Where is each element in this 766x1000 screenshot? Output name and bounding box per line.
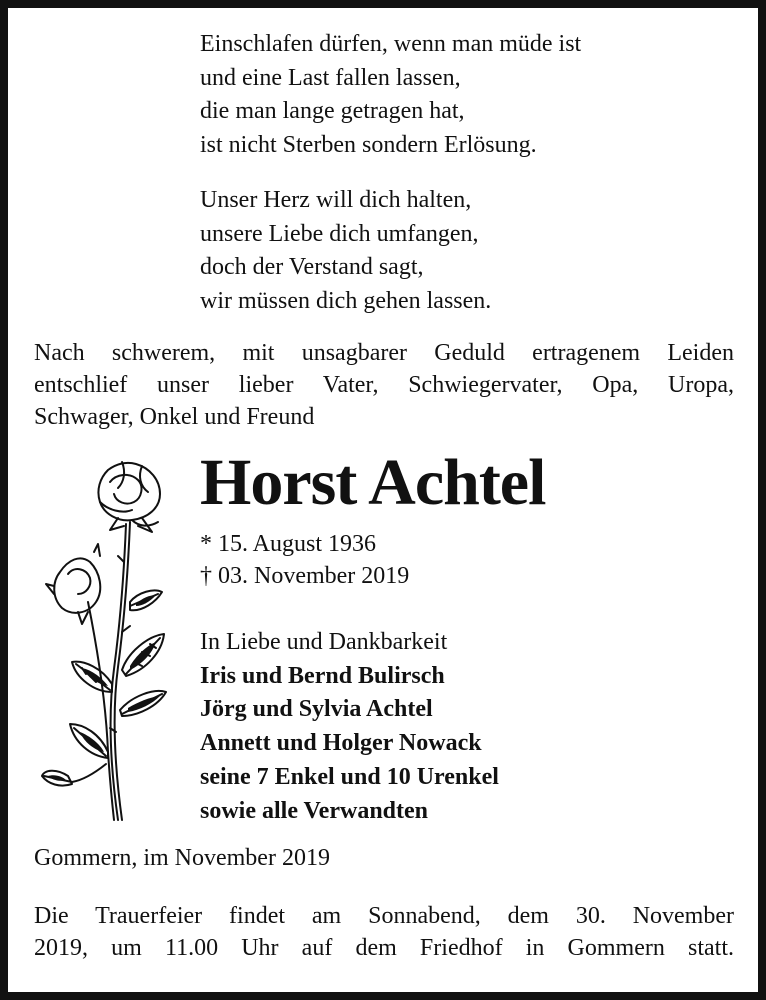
place-date: Gommern, im November 2019 xyxy=(34,845,330,871)
deceased-name: Horst Achtel xyxy=(200,446,546,519)
poem-line: die man lange getragen hat, xyxy=(200,98,465,124)
mourner-line: seine 7 Enkel und 10 Urenkel xyxy=(200,763,499,790)
poem-stanza-2 xyxy=(200,184,491,318)
poem-line: unsere Liebe dich umfangen, xyxy=(200,220,479,247)
poem-line: ist nicht Sterben sondern Erlösung. xyxy=(200,131,537,158)
poem-stanza-1 xyxy=(200,28,581,162)
intro-paragraph xyxy=(34,337,734,433)
poem-line: doch der Verstand sagt, xyxy=(200,254,424,280)
intro-line: Schwager, Onkel und Freund xyxy=(34,404,315,430)
poem-line: und eine Last fallen lassen, xyxy=(200,64,461,91)
mourner-line: sowie alle Verwandten xyxy=(200,797,428,824)
mourner-line: Annett und Holger Nowack xyxy=(200,730,482,757)
signature-intro: In Liebe und Dankbarkeit xyxy=(200,629,448,655)
birth-date: * 15. August 1936 xyxy=(200,531,377,557)
mourner-line: Iris und Bernd Bulirsch xyxy=(200,662,445,689)
ceremony-notice xyxy=(34,900,734,964)
intro-line: Nach schwerem, mit unsagbarer Geduld ertragenem Leiden xyxy=(34,340,734,366)
ceremony-line: Die Trauerfeier findet am Sonnabend, dem 30. November xyxy=(34,903,734,929)
mourner-line: Jörg und Sylvia Achtel xyxy=(200,696,433,723)
life-dates xyxy=(200,528,409,592)
mourners-block xyxy=(200,626,499,828)
poem-line: wir müssen dich gehen lassen. xyxy=(200,287,492,314)
ceremony-line: 2019, um 11.00 Uhr auf dem Friedhof in Gommern statt. xyxy=(34,935,734,961)
intro-line: entschlief unser lieber Vater, Schwiegervater, Opa, Uropa, xyxy=(34,372,734,398)
poem-line: Einschlafen dürfen, wenn man müde ist xyxy=(200,31,582,57)
death-date: † 03. November 2019 xyxy=(200,563,410,589)
poem-line: Unser Herz will dich halten, xyxy=(200,187,472,213)
rose-illustration-icon xyxy=(38,452,174,824)
